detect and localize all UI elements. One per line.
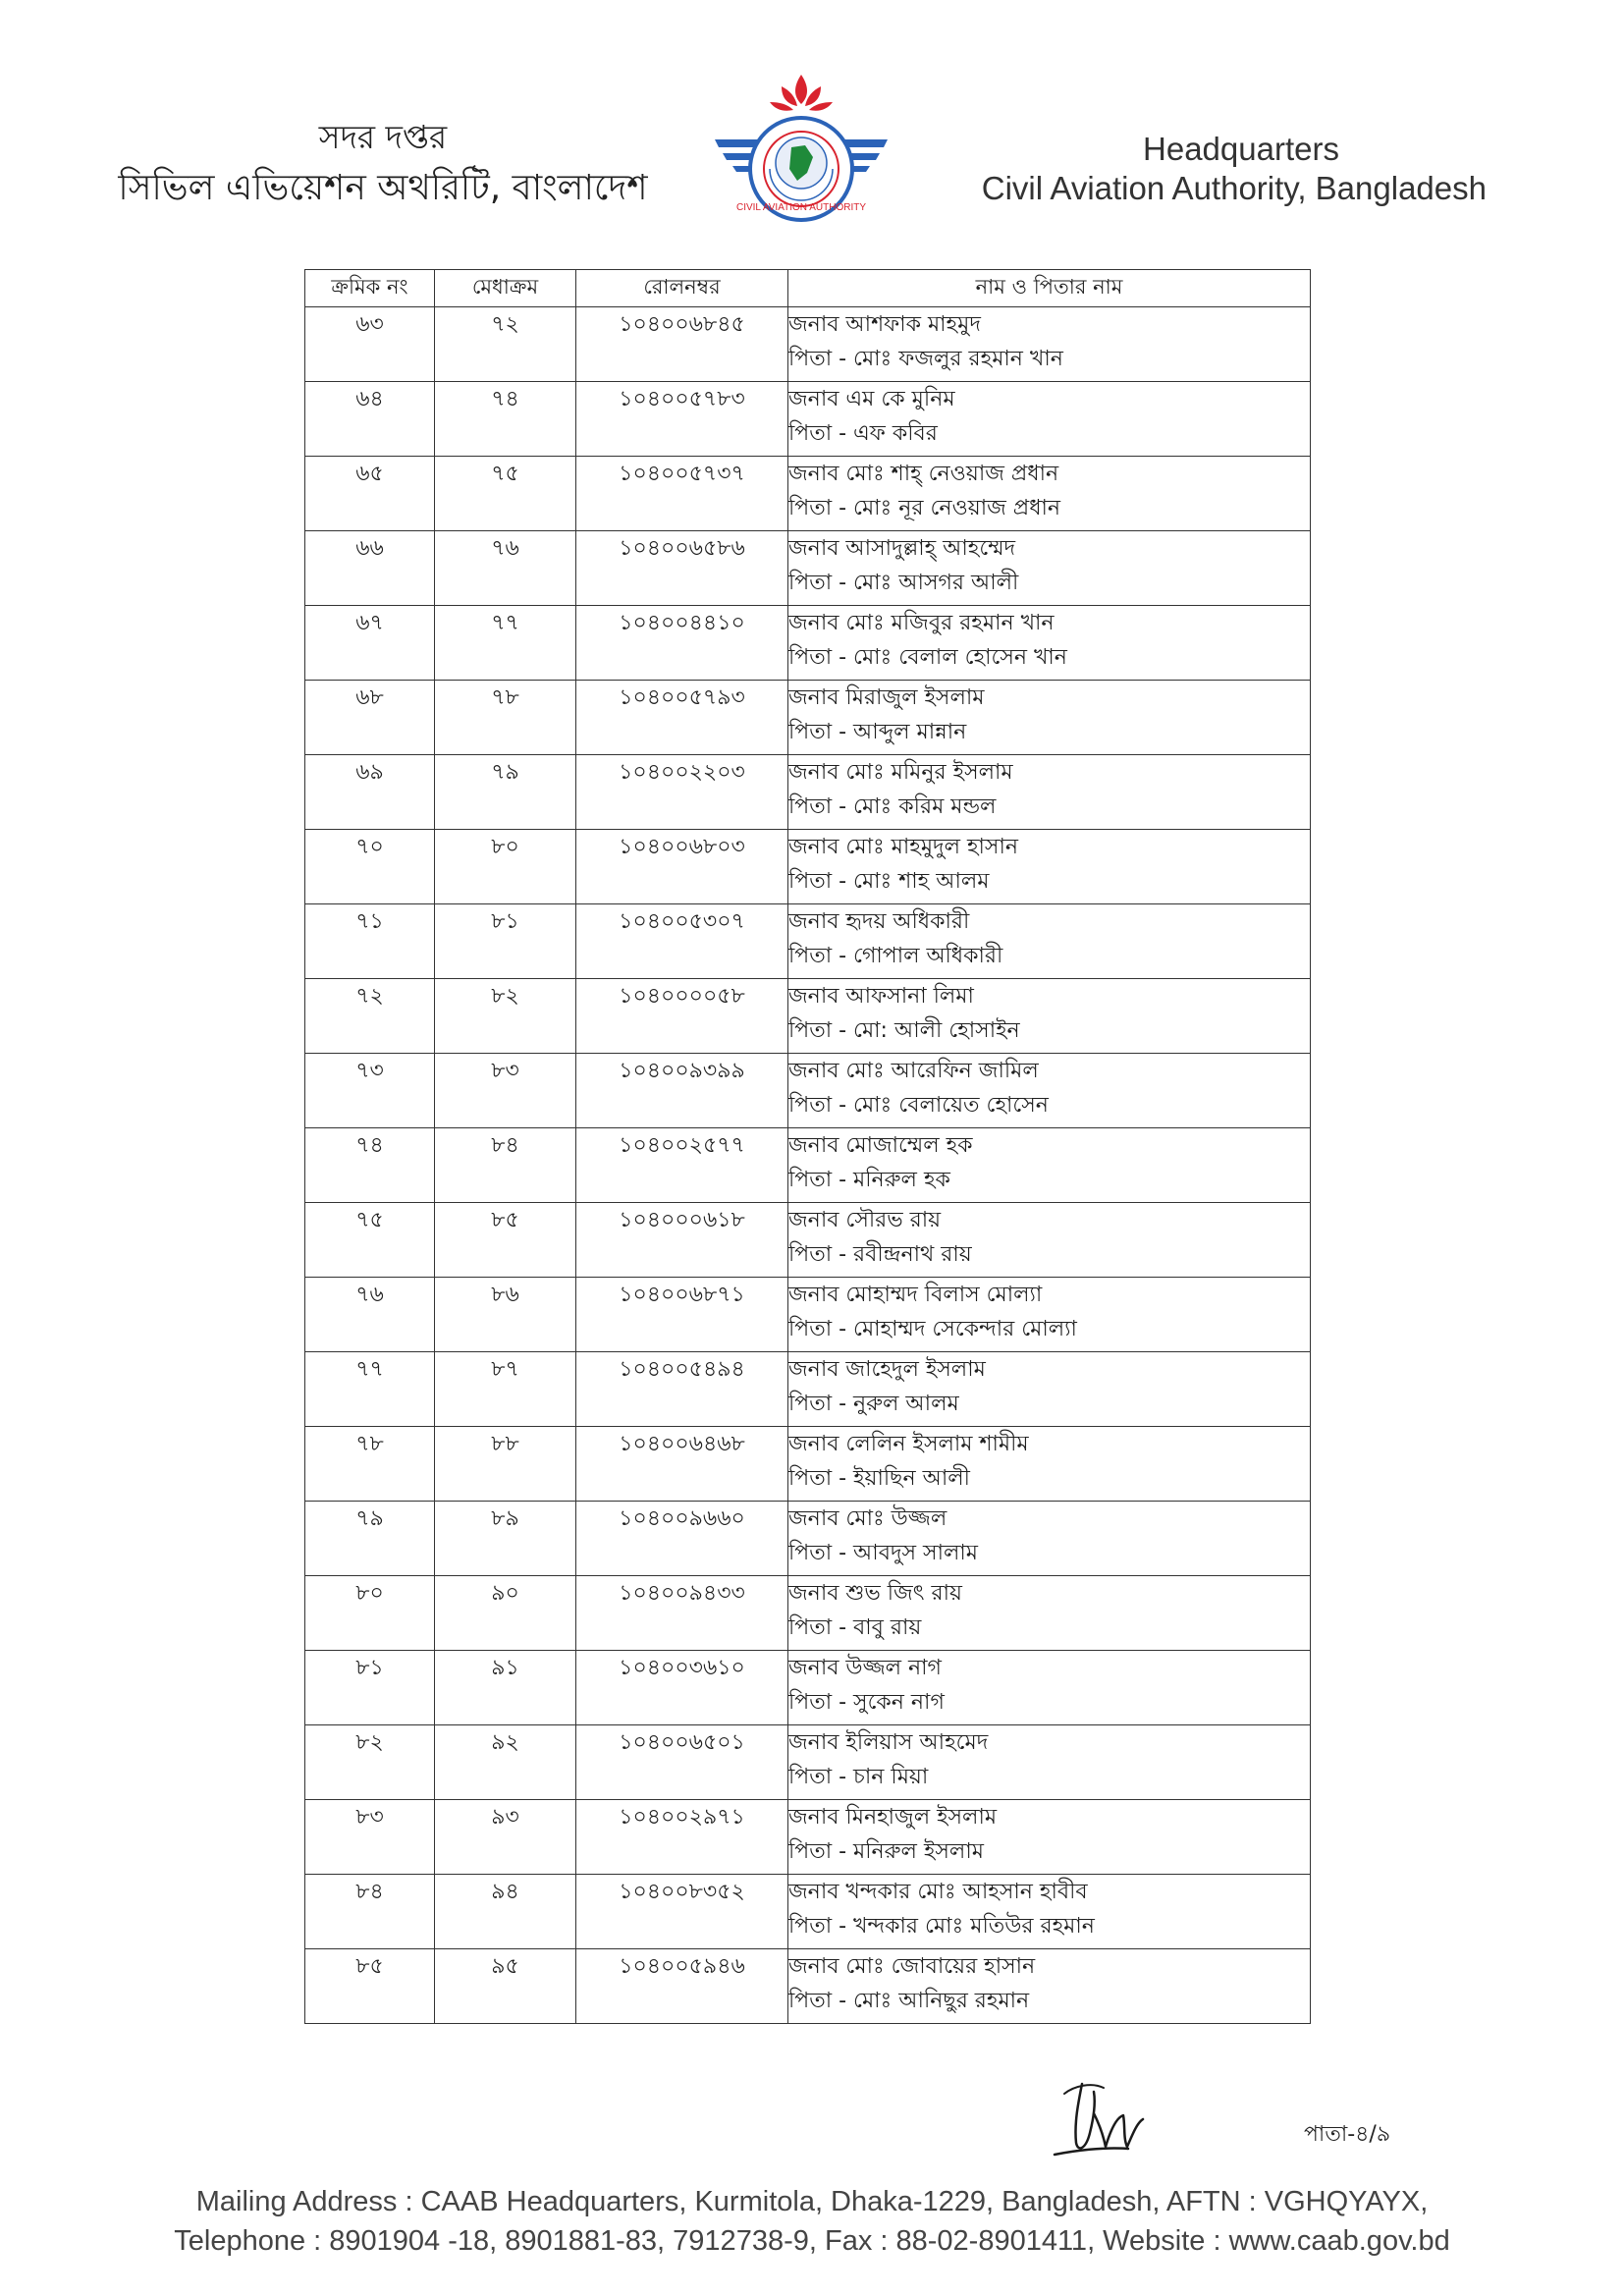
father-name: পিতা - এফ কবির: [788, 421, 938, 446]
cell-serial: ৬৯: [305, 755, 435, 830]
cell-roll: ১০৪০০২৫৭৭: [576, 1128, 788, 1203]
cell-serial: ৬৬: [305, 531, 435, 606]
cell-name: [788, 1128, 1311, 1203]
father-name: পিতা - মোহাম্মদ সেকেন্দার মোল্যা: [788, 1317, 1077, 1341]
cell-roll: ১০৪০০৬৫০১: [576, 1725, 788, 1800]
father-name: পিতা - আবদুস সালাম: [788, 1541, 978, 1565]
father-name: পিতা - রবীন্দ্রনাথ রায়: [788, 1242, 972, 1267]
cell-serial: ৭০: [305, 830, 435, 904]
cell-name: [788, 1278, 1311, 1352]
candidate-name: জনাব মোঃ মজিবুর রহমান খান: [788, 611, 1055, 635]
table-row: [305, 1651, 1311, 1725]
col-header-roll: রোলনম্বর: [576, 270, 788, 307]
header-english-line2: Civil Aviation Authority, Bangladesh: [981, 170, 1487, 206]
footer-line2: Telephone : 8901904 -18, 8901881-83, 7912738-9, Fax : 88-02-8901411, Website : www.caab.gov.bd: [174, 2225, 1450, 2257]
cell-roll: ১০৪০০২২০৩: [576, 755, 788, 830]
table-row: [305, 1352, 1311, 1427]
cell-serial: ৮১: [305, 1651, 435, 1725]
cell-merit: ৮০: [435, 830, 576, 904]
candidate-name: জনাব মোঃ উজ্জল: [788, 1506, 947, 1531]
cell-name: [788, 1203, 1311, 1278]
cell-merit: ৯০: [435, 1576, 576, 1651]
cell-roll: ১০৪০০৫৪৯৪: [576, 1352, 788, 1427]
cell-serial: ৬৭: [305, 606, 435, 681]
cell-roll: ১০৪০০৬৪৬৮: [576, 1427, 788, 1502]
cell-name: [788, 1875, 1311, 1949]
cell-roll: ১০৪০০২৯৭১: [576, 1800, 788, 1875]
father-name: পিতা - ইয়াছিন আলী: [788, 1466, 970, 1491]
cell-roll: ১০৪০০৩৬১০: [576, 1651, 788, 1725]
col-header-serial: ক্রমিক নং: [305, 270, 435, 307]
cell-roll: ১০৪০০৬৮০৩: [576, 830, 788, 904]
cell-name: [788, 382, 1311, 457]
table-row: [305, 1576, 1311, 1651]
table-row: [305, 1949, 1311, 2024]
candidate-name: জনাব মিনহাজুল ইসলাম: [788, 1805, 998, 1830]
logo-text: CIVIL AVIATION AUTHORITY: [735, 202, 867, 213]
cell-roll: ১০৪০০৯৪৩৩: [576, 1576, 788, 1651]
candidate-name: জনাব মোজাম্মেল হক: [788, 1133, 973, 1158]
candidate-name: জনাব মিরাজুল ইসলাম: [788, 685, 985, 710]
father-name: পিতা - মোঃ বেলায়েত হোসেন: [788, 1093, 1049, 1118]
table-row: [305, 531, 1311, 606]
cell-name: [788, 606, 1311, 681]
cell-name: [788, 681, 1311, 755]
cell-merit: ৮৫: [435, 1203, 576, 1278]
cell-serial: ৭২: [305, 979, 435, 1054]
candidate-name: জনাব খন্দকার মোঃ আহসান হাবীব: [788, 1880, 1088, 1904]
table-row: [305, 382, 1311, 457]
cell-name: [788, 1054, 1311, 1128]
merit-list-table: [304, 269, 1311, 2024]
father-name: পিতা - মোঃ আনিছুর রহমান: [788, 1989, 1030, 2013]
candidate-name: জনাব আশফাক মাহমুদ: [788, 312, 981, 337]
father-name: পিতা - চান মিয়া: [788, 1765, 929, 1789]
cell-roll: ১০৪০০৯৬৬০: [576, 1502, 788, 1576]
cell-merit: ৯২: [435, 1725, 576, 1800]
footer-line1: Mailing Address : CAAB Headquarters, Kurmitola, Dhaka-1229, Bangladesh, AFTN : VGHQYAYX,: [195, 2186, 1429, 2217]
father-name: পিতা - মোঃ ফজলুর রহমান খান: [788, 347, 1063, 371]
cell-merit: ৮৪: [435, 1128, 576, 1203]
cell-name: [788, 755, 1311, 830]
cell-roll: ১০৪০০৬৫৮৬: [576, 531, 788, 606]
cell-merit: ৯৪: [435, 1875, 576, 1949]
col-header-merit: মেধাক্রম: [435, 270, 576, 307]
cell-merit: ৭৮: [435, 681, 576, 755]
cell-name: [788, 979, 1311, 1054]
table-row: [305, 307, 1311, 382]
cell-name: [788, 1725, 1311, 1800]
cell-merit: ৮৬: [435, 1278, 576, 1352]
table-row: [305, 606, 1311, 681]
cell-serial: ৮৩: [305, 1800, 435, 1875]
father-name: পিতা - মোঃ নূর নেওয়াজ প্রধান: [788, 496, 1061, 520]
cell-merit: ৭৬: [435, 531, 576, 606]
cell-serial: ৭৩: [305, 1054, 435, 1128]
candidate-name: জনাব মোহাম্মদ বিলাস মোল্যা: [788, 1283, 1043, 1307]
cell-serial: ৭৪: [305, 1128, 435, 1203]
table-row: [305, 755, 1311, 830]
father-name: পিতা - বাবু রায়: [788, 1615, 922, 1640]
cell-serial: ৬৪: [305, 382, 435, 457]
table-row: [305, 457, 1311, 531]
header-english-line1: Headquarters: [1143, 131, 1339, 167]
cell-serial: ৭৯: [305, 1502, 435, 1576]
cell-serial: ৮৫: [305, 1949, 435, 2024]
cell-roll: ১০৪০০৮৩৫২: [576, 1875, 788, 1949]
table-row: [305, 1128, 1311, 1203]
signature: [1035, 2064, 1182, 2172]
cell-merit: ৮৮: [435, 1427, 576, 1502]
candidate-name: জনাব মোঃ জোবায়ের হাসান: [788, 1954, 1036, 1979]
father-name: পিতা - গোপাল অধিকারী: [788, 944, 1003, 968]
table-row: [305, 1502, 1311, 1576]
cell-roll: ১০৪০০০০৫৮: [576, 979, 788, 1054]
cell-name: [788, 1949, 1311, 2024]
cell-roll: ১০৪০০০৬১৮: [576, 1203, 788, 1278]
cell-merit: ৭৯: [435, 755, 576, 830]
table-row: [305, 1203, 1311, 1278]
table-row: [305, 1427, 1311, 1502]
cell-merit: ৯৫: [435, 1949, 576, 2024]
cell-merit: ৮৩: [435, 1054, 576, 1128]
candidate-name: জনাব মোঃ শাহ্ নেওয়াজ প্রধান: [788, 462, 1059, 486]
candidate-name: জনাব মোঃ আরেফিন জামিল: [788, 1059, 1039, 1083]
cell-roll: ১০৪০০৯৩৯৯: [576, 1054, 788, 1128]
table-row: [305, 1725, 1311, 1800]
cell-serial: ৮০: [305, 1576, 435, 1651]
table-row: [305, 904, 1311, 979]
cell-name: [788, 1576, 1311, 1651]
cell-serial: ৬৮: [305, 681, 435, 755]
header-bangla-line2: সিভিল এভিয়েশন অথরিটি, বাংলাদেশ: [118, 168, 648, 208]
father-name: পিতা - মনিরুল ইসলাম: [788, 1839, 984, 1864]
cell-merit: ৮৭: [435, 1352, 576, 1427]
cell-serial: ৭৬: [305, 1278, 435, 1352]
cell-roll: ১০৪০০৫৭৩৭: [576, 457, 788, 531]
candidate-name: জনাব জাহেদুল ইসলাম: [788, 1357, 986, 1382]
cell-name: [788, 457, 1311, 531]
father-name: পিতা - মো: আলী হোসাইন: [788, 1018, 1020, 1043]
caab-logo-icon: [711, 71, 892, 244]
candidate-name: জনাব মোঃ মাহমুদুল হাসান: [788, 835, 1018, 859]
cell-merit: ৮৯: [435, 1502, 576, 1576]
cell-serial: ৭৭: [305, 1352, 435, 1427]
cell-serial: ৮২: [305, 1725, 435, 1800]
cell-name: [788, 1352, 1311, 1427]
father-name: পিতা - মোঃ করিম মন্ডল: [788, 794, 997, 819]
cell-name: [788, 830, 1311, 904]
table-row: [305, 979, 1311, 1054]
father-name: পিতা - নুরুল আলম: [788, 1392, 959, 1416]
cell-roll: ১০৪০০৫৭৮৩: [576, 382, 788, 457]
table-header-row: [305, 270, 1311, 307]
cell-merit: ৭৫: [435, 457, 576, 531]
header-english: [878, 130, 1487, 208]
cell-name: [788, 307, 1311, 382]
candidate-name: জনাব আসাদুল্লাহ্ আহম্মেদ: [788, 536, 1016, 561]
candidate-name: জনাব এম কে মুনিম: [788, 387, 955, 411]
father-name: পিতা - সুকেন নাগ: [788, 1690, 945, 1715]
table-row: [305, 1278, 1311, 1352]
cell-merit: ৯১: [435, 1651, 576, 1725]
cell-serial: ৬৫: [305, 457, 435, 531]
header-bangla: [98, 116, 668, 212]
cell-roll: ১০৪০০৫৩০৭: [576, 904, 788, 979]
cell-roll: ১০৪০০৫৯৪৬: [576, 1949, 788, 2024]
cell-name: [788, 531, 1311, 606]
cell-name: [788, 1502, 1311, 1576]
father-name: পিতা - মোঃ শাহ আলম: [788, 869, 990, 894]
candidate-name: জনাব লেলিন ইসলাম শামীম: [788, 1432, 1029, 1456]
table-row: [305, 681, 1311, 755]
father-name: পিতা - মোঃ বেলাল হোসেন খান: [788, 645, 1067, 670]
cell-roll: ১০৪০০৬৮৭১: [576, 1278, 788, 1352]
candidate-name: জনাব আফসানা লিমা: [788, 984, 974, 1009]
cell-serial: ৭১: [305, 904, 435, 979]
table-row: [305, 1875, 1311, 1949]
page-number: পাতা-৪/৯: [1304, 2122, 1391, 2147]
cell-serial: ৭৫: [305, 1203, 435, 1278]
cell-roll: ১০৪০০৫৭৯৩: [576, 681, 788, 755]
cell-roll: ১০৪০০৬৮৪৫: [576, 307, 788, 382]
footer-address: [59, 2182, 1565, 2261]
father-name: পিতা - আব্দুল মান্নান: [788, 720, 967, 744]
cell-merit: ৭৭: [435, 606, 576, 681]
candidate-name: জনাব সৌরভ রায়: [788, 1208, 942, 1232]
header-bangla-line1: সদর দপ্তর: [318, 118, 448, 156]
candidate-name: জনাব হৃদয় অধিকারী: [788, 909, 970, 934]
cell-serial: ৬৩: [305, 307, 435, 382]
candidate-name: জনাব ইলিয়াস আহমেদ: [788, 1730, 989, 1755]
cell-name: [788, 904, 1311, 979]
father-name: পিতা - মনিরুল হক: [788, 1168, 950, 1192]
col-header-name: নাম ও পিতার নাম: [788, 270, 1311, 307]
father-name: পিতা - মোঃ আসগর আলী: [788, 571, 1019, 595]
candidate-name: জনাব শুভ জিৎ রায়: [788, 1581, 962, 1606]
cell-roll: ১০৪০০৪৪১০: [576, 606, 788, 681]
cell-serial: ৭৮: [305, 1427, 435, 1502]
table-row: [305, 830, 1311, 904]
cell-name: [788, 1651, 1311, 1725]
candidate-name: জনাব মোঃ মমিনুর ইসলাম: [788, 760, 1013, 785]
cell-merit: ৮১: [435, 904, 576, 979]
cell-merit: ৯৩: [435, 1800, 576, 1875]
candidate-name: জনাব উজ্জল নাগ: [788, 1656, 942, 1680]
cell-merit: ৭২: [435, 307, 576, 382]
table-row: [305, 1800, 1311, 1875]
cell-name: [788, 1800, 1311, 1875]
cell-merit: ৮২: [435, 979, 576, 1054]
cell-merit: ৭৪: [435, 382, 576, 457]
father-name: পিতা - খন্দকার মোঃ মতিউর রহমান: [788, 1914, 1095, 1939]
cell-serial: ৮৪: [305, 1875, 435, 1949]
table-row: [305, 1054, 1311, 1128]
cell-name: [788, 1427, 1311, 1502]
